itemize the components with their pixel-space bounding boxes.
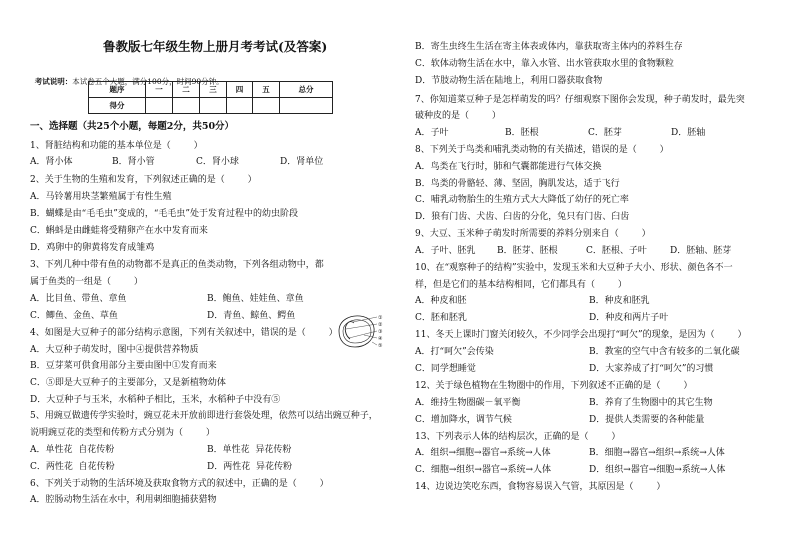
question-stem: 3、下列几种中带有鱼的动物都不是真正的鱼类动物，下列各组动物中，都 xyxy=(30,260,324,270)
question-option: A．种皮和胚 xyxy=(415,296,467,306)
question-option: C．同学想睡觉 xyxy=(415,364,476,374)
question-option: B．肾小管 xyxy=(112,157,155,167)
question-option: C．胚芽 xyxy=(588,128,622,138)
question-option: B．豆芽菜可供食用部分主要由图中①发育而来 xyxy=(30,361,217,371)
question-option: A．肾小体 xyxy=(30,157,73,167)
question-option: D．胚轴、胚芽 xyxy=(670,246,732,256)
question-option: D．组织→器官→细胞→系统→人体 xyxy=(589,465,726,475)
question-stem: 13、下列表示人体的结构层次，正确的是（ ） xyxy=(415,432,621,442)
question-option: A．鸟类在飞行时，肺和气囊都能进行气体交换 xyxy=(415,162,602,172)
question-stem: 8、下列关于鸟类和哺乳类动物的有关描述，错误的是（ ） xyxy=(415,145,669,155)
question-option: A．比目鱼、带鱼、章鱼 xyxy=(30,294,127,304)
question-option: C．鲫鱼、金鱼、草鱼 xyxy=(30,311,118,321)
question-option: B．教室的空气中含有较多的二氧化碳 xyxy=(589,347,740,357)
question-option: D．节肢动物生活在陆地上，利用口器获取食物 xyxy=(415,76,603,86)
score-header-cell: 五 xyxy=(253,82,280,98)
question-option: A．大豆种子萌发时，图中④提供营养物质 xyxy=(30,345,199,355)
question-option: A．子叶、胚乳 xyxy=(415,246,476,256)
question-option: C．两性花 自花传粉 xyxy=(30,462,115,472)
figure-label: ④ xyxy=(378,336,383,342)
question-option: B．细胞→器官→组织→系统→人体 xyxy=(589,448,725,458)
question-option: C．胚和胚乳 xyxy=(415,313,467,323)
question-option: D．提供人类需要的各种能量 xyxy=(589,415,705,425)
score-cell-empty xyxy=(280,98,333,114)
question-option: D．鸡卵中的卵黄将发育成雏鸡 xyxy=(30,243,155,253)
figure-label: ③ xyxy=(378,329,383,335)
seed-coat-outline xyxy=(339,316,374,347)
section-heading: 一、选择题（共25个小题，每题2分，共50分） xyxy=(30,121,235,132)
score-header-cell: 一 xyxy=(146,82,173,98)
question-option: B．寄生虫终生生活在寄主体表或体内，靠获取寄主体内的养料生存 xyxy=(415,42,683,52)
figure-label: ② xyxy=(378,322,383,328)
exam-note-text: 本试卷五个大题，满分100分，时间90分钟。 xyxy=(72,77,224,86)
question-option: D．青鱼、鲸鱼、鳄鱼 xyxy=(207,311,296,321)
question-stem: 14、边说边笑吃东西，食物容易误入气管，其原因是（ ） xyxy=(415,482,666,492)
paper-title: 鲁教版七年级生物上册月考考试(及答案) xyxy=(103,39,328,54)
question-stem: 6、下列关于动物的生活环境及获取食物方式的叙述中，正确的是（ ） xyxy=(30,479,329,489)
question-option: D．种皮和两片子叶 xyxy=(589,313,669,323)
score-header-cell: 二 xyxy=(173,82,200,98)
question-option: C．增加降水，调节气候 xyxy=(415,415,512,425)
question-option: D．两性花 异花传粉 xyxy=(207,462,292,472)
question-option: C．哺乳动物胎生的生殖方式大大降低了幼仔的死亡率 xyxy=(415,195,629,205)
question-option: B．鸟类的骨骼轻、薄、坚固，胸肌发达，适于飞行 xyxy=(415,179,620,189)
question-stem: 4、如图是大豆种子的部分结构示意图，下列有关叙述中，错误的是（ ） xyxy=(30,328,338,338)
score-table-header-row xyxy=(89,82,333,98)
soybean-seed-figure xyxy=(334,311,384,351)
question-option: D．狼有门齿、犬齿、臼齿的分化，兔只有门齿、臼齿 xyxy=(415,212,630,222)
score-row-label: 得分 xyxy=(89,98,146,114)
question-option: C．软体动物生活在水中，靠入水管、出水管获取水里的食物颗粒 xyxy=(415,59,674,69)
question-option: C．胚根、子叶 xyxy=(586,246,647,256)
score-header-cell: 总分 xyxy=(280,82,333,98)
figure-label: ⑤ xyxy=(378,343,383,349)
question-stem-continued: 样，但是它们的基本结构相同，它们都具有（ ） xyxy=(415,280,627,290)
question-stem-continued: 属于鱼类的一组是（ ） xyxy=(30,277,143,287)
question-option: B．蝴蝶是由“毛毛虫”变成的，“毛毛虫”处于发育过程中的幼虫阶段 xyxy=(30,209,299,219)
score-cell-empty xyxy=(173,98,200,114)
score-header-cell: 四 xyxy=(227,82,253,98)
question-option: A．组织→细胞→器官→系统→人体 xyxy=(415,448,551,458)
question-stem: 2、关于生物的生殖和发育，下列叙述正确的是（ ） xyxy=(30,175,257,185)
question-stem: 9、大豆、玉米种子萌发时所需要的养料分别来自（ ） xyxy=(415,229,651,239)
figure-label: ① xyxy=(378,315,383,321)
question-option: A．子叶 xyxy=(415,128,449,138)
question-option: B．养育了生物圈中的其它生物 xyxy=(589,398,713,408)
score-table xyxy=(88,81,333,114)
score-cell-empty xyxy=(200,98,227,114)
question-option: D．大家养成了打“呵欠”的习惯 xyxy=(589,364,714,374)
score-table-score-row xyxy=(89,98,333,114)
question-option: D．胚轴 xyxy=(671,128,706,138)
score-cell-empty xyxy=(227,98,253,114)
question-option: B．胚根 xyxy=(505,128,539,138)
question-option: B．胚芽、胚根 xyxy=(497,246,558,256)
question-option: A．马铃薯用块茎繁殖属于有性生殖 xyxy=(30,192,172,202)
score-header-cell: 三 xyxy=(200,82,227,98)
question-stem: 11、冬天上课时门窗关闭较久，不少同学会出现打“呵欠”的现象，是因为（ ） xyxy=(415,330,747,340)
question-option: C．⑤即是大豆种子的主要部分，又是新植物幼体 xyxy=(30,378,226,388)
question-option: D．大豆种子与玉米，水稻种子相比，玉米，水稻种子中没有⑤ xyxy=(30,395,281,405)
question-option: B．种皮和胚乳 xyxy=(589,296,650,306)
embryo-axis xyxy=(345,324,350,339)
score-cell-empty xyxy=(146,98,173,114)
question-option: C．肾小球 xyxy=(196,157,239,167)
plumule xyxy=(347,322,354,324)
leader-line xyxy=(372,342,377,345)
question-option: A．单性花 自花传粉 xyxy=(30,445,115,455)
question-stem: 5、用豌豆做遗传学实验时，豌豆花未开放前即进行套袋处理，依然可以结出豌豆种子， xyxy=(30,411,378,421)
question-stem: 7、你知道菜豆种子是怎样萌发的吗？仔细观察下图你会发现，种子萌发时，最先突 xyxy=(415,95,745,105)
leader-line xyxy=(346,324,377,329)
question-option: B．鲍鱼、娃娃鱼、章鱼 xyxy=(207,294,304,304)
question-option: C．蝌蚪是由雌蛙将受精卵产在水中发育而来 xyxy=(30,226,208,236)
question-option: A．腔肠动物生活在水中，利用刺细胞捕获猎物 xyxy=(30,495,217,505)
score-cell-empty xyxy=(253,98,280,114)
score-header-cell: 题序 xyxy=(89,82,146,98)
question-stem-continued: 破种皮的是（ ） xyxy=(415,111,501,121)
question-option: B．单性花 异花传粉 xyxy=(207,445,292,455)
question-option: A．打“呵欠”会传染 xyxy=(415,347,494,357)
question-stem: 10、在“观察种子的结构”实验中，发现玉米和大豆种子大小、形状、颜色各不一 xyxy=(415,263,733,273)
question-stem: 12、关于绿色植物在生物圈中的作用，下列叙述不正确的是（ ） xyxy=(415,381,693,391)
question-option: A．维持生物圈碳－氧平衡 xyxy=(415,398,521,408)
question-option: D．肾单位 xyxy=(280,157,324,167)
question-stem-continued: 说明豌豆花的类型和传粉方式分别为（ ） xyxy=(30,428,215,438)
question-option: C．细胞→组织→器官→系统→人体 xyxy=(415,465,552,475)
question-stem: 1、肾脏结构和功能的基本单位是（ ） xyxy=(30,141,203,151)
exam-note-label: 考试说明： xyxy=(34,77,73,86)
